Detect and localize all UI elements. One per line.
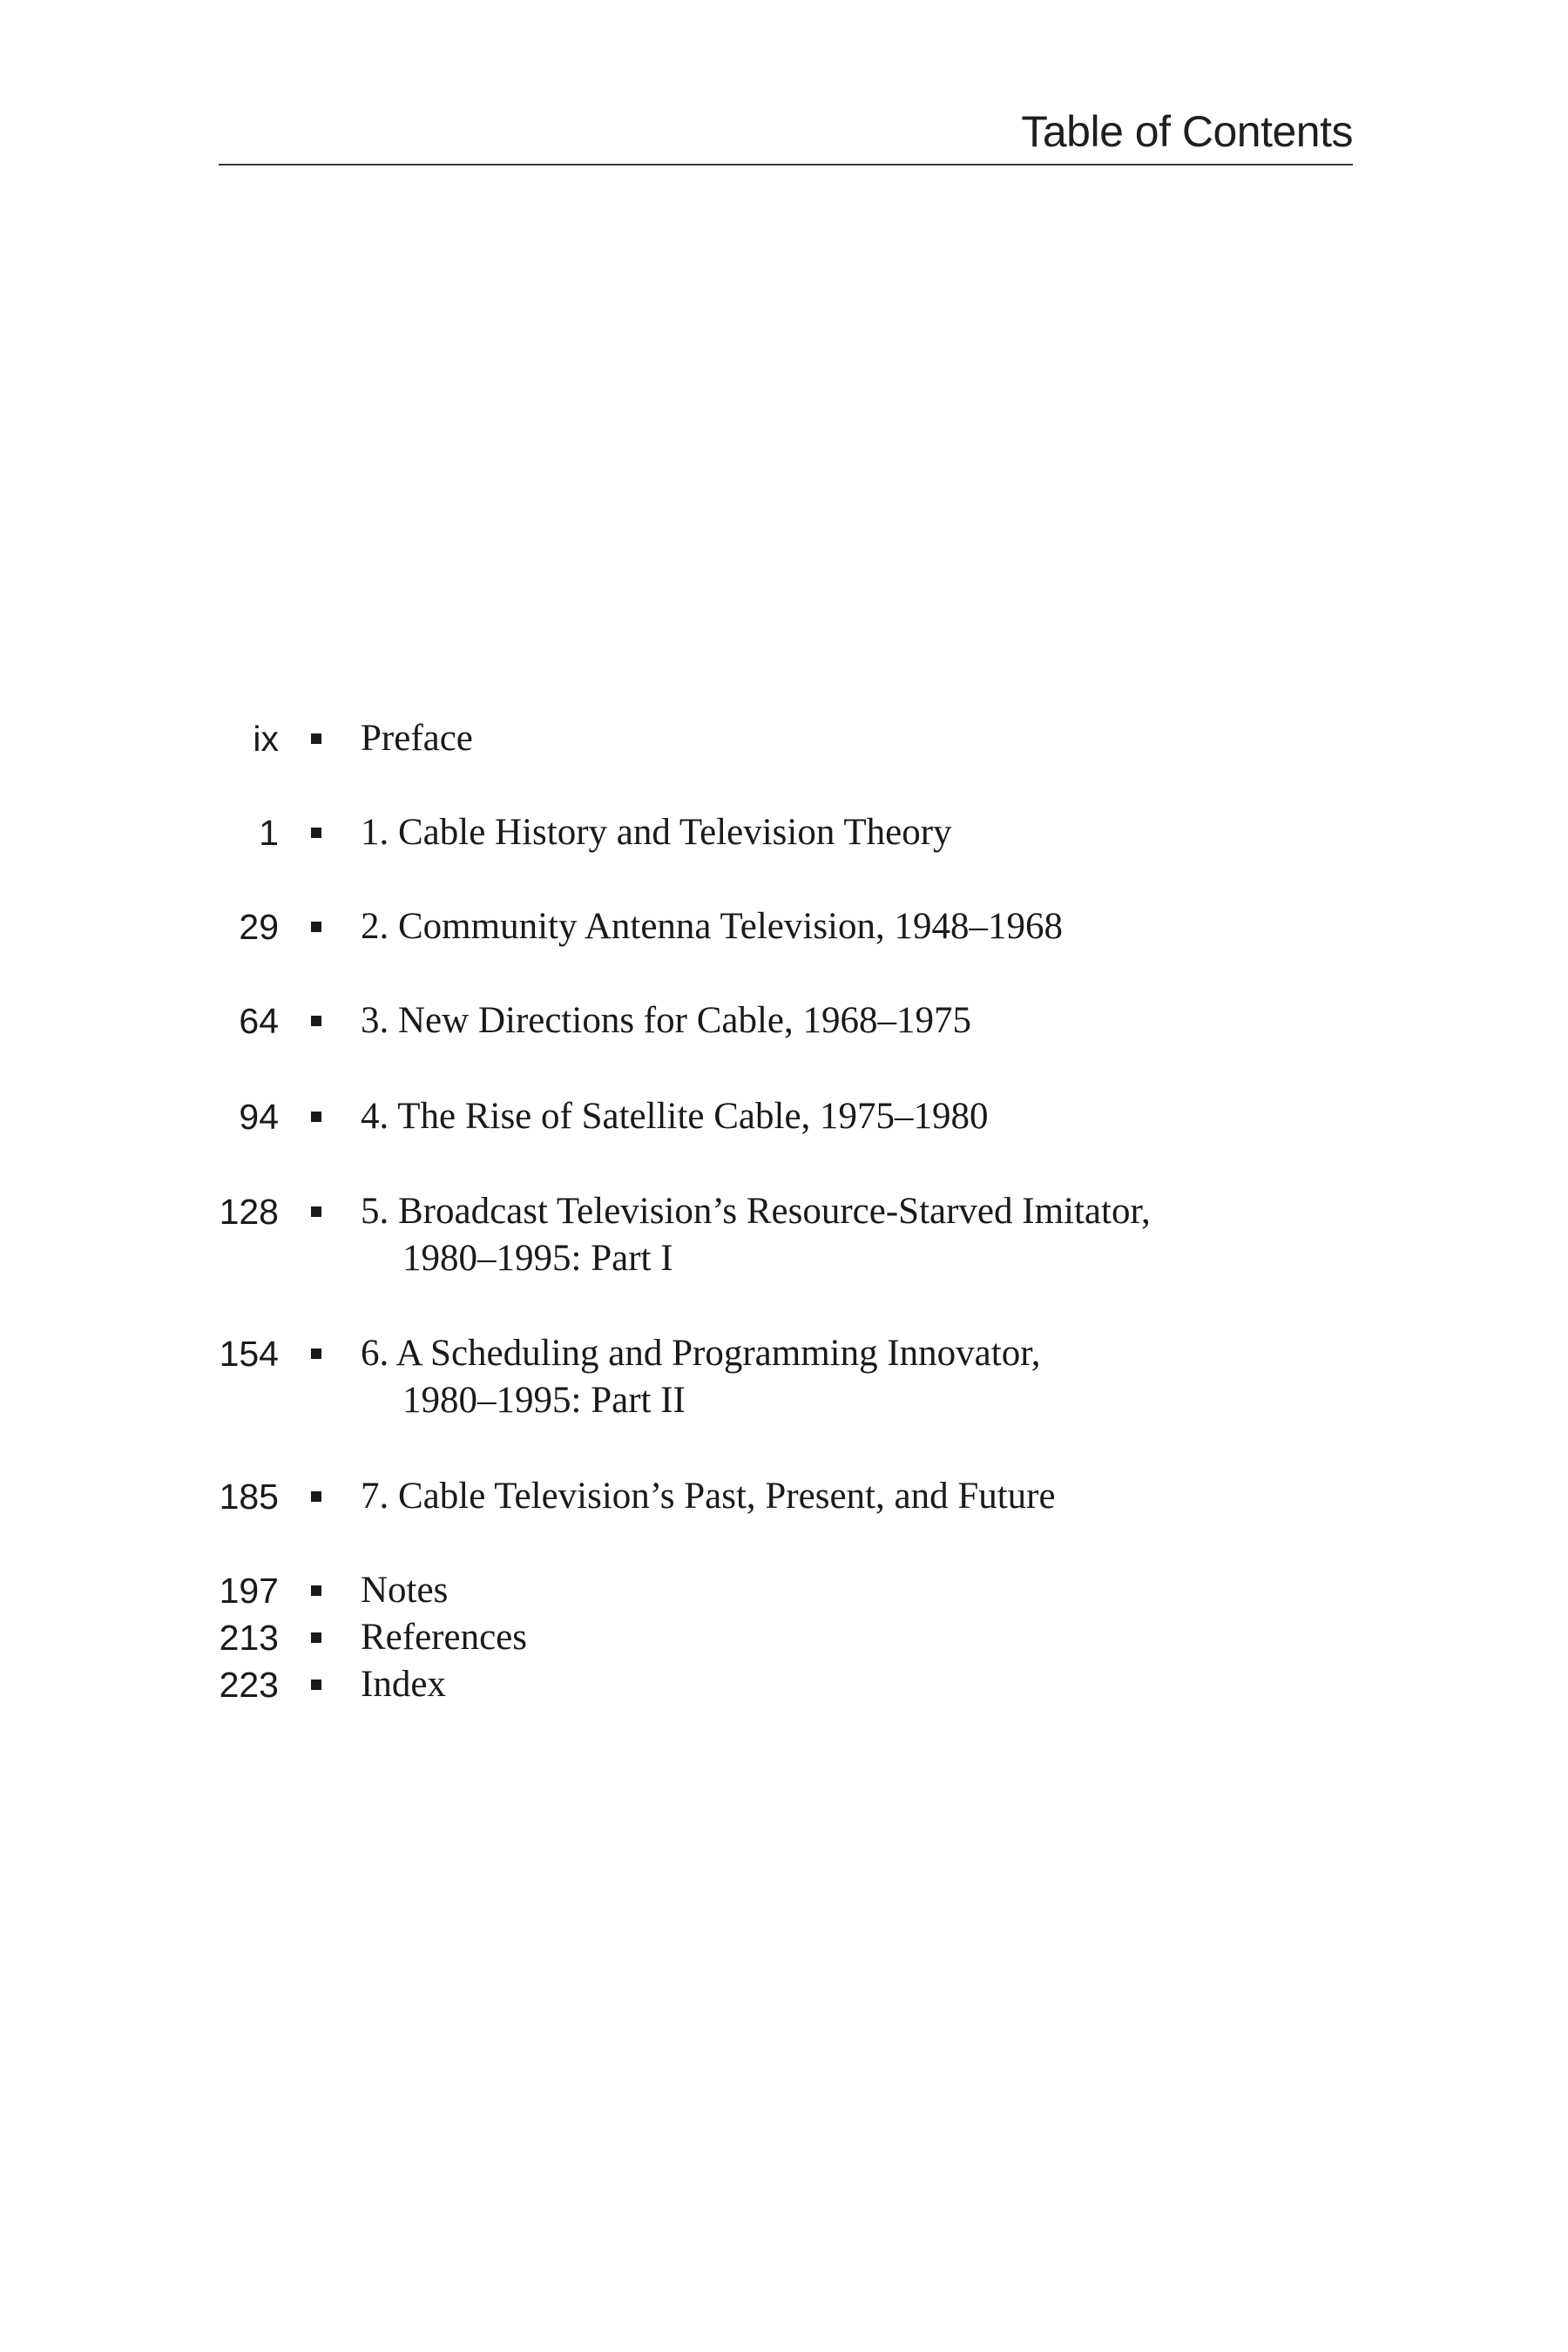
toc-page-number: 197 <box>219 1571 279 1611</box>
toc-page-number: 94 <box>239 1097 279 1137</box>
bullet-icon <box>311 733 321 744</box>
toc-entry-title-line-2: 1980–1995: Part I <box>402 1238 673 1279</box>
toc-entry-title-line-1: 6. A Scheduling and Programming Innovator, <box>361 1333 1041 1374</box>
toc-page-number: 1 <box>259 813 279 853</box>
bullet-icon <box>311 1632 321 1643</box>
toc-page-number: 154 <box>219 1334 279 1374</box>
toc-entry-title: 2. Community Antenna Television, 1948–1968 <box>361 906 1063 947</box>
toc-page-number: 64 <box>239 1001 279 1041</box>
bullet-icon <box>311 1112 321 1122</box>
toc-entry-title: 7. Cable Television’s Past, Present, and Future <box>361 1476 1056 1517</box>
bullet-icon <box>311 1585 321 1596</box>
bullet-icon <box>311 828 321 838</box>
toc-entry-title-line-1: 5. Broadcast Television’s Resource-Starved Imitator, <box>361 1191 1151 1232</box>
bullet-icon <box>311 1016 321 1026</box>
toc-entry-title: Notes <box>361 1570 449 1611</box>
toc-page-number: 185 <box>219 1477 279 1517</box>
toc-entry-title: Preface <box>361 718 473 759</box>
toc-page-number: 223 <box>219 1665 279 1705</box>
bullet-icon <box>311 1348 321 1359</box>
toc-entry-title: 4. The Rise of Satellite Cable, 1975–1980 <box>361 1096 989 1137</box>
toc-page-number: 128 <box>219 1192 279 1232</box>
toc-entry-title: References <box>361 1617 527 1658</box>
bullet-icon <box>311 1680 321 1690</box>
toc-entry-title-line-2: 1980–1995: Part II <box>402 1380 686 1421</box>
toc-page-number: 29 <box>239 907 279 947</box>
toc-entry-title: Index <box>361 1664 446 1705</box>
toc-entry-title <box>361 1330 1319 1424</box>
bullet-icon <box>311 1491 321 1502</box>
toc-page-number: 213 <box>219 1618 279 1658</box>
toc-entry-title: 1. Cable History and Television Theory <box>361 812 952 853</box>
toc-page-number: ix <box>253 719 279 759</box>
bullet-icon <box>311 1206 321 1217</box>
bullet-icon <box>311 922 321 932</box>
toc-entry-title <box>361 1188 1319 1282</box>
toc-entry-title: 3. New Directions for Cable, 1968–1975 <box>361 1000 971 1041</box>
running-title: Table of Contents <box>1021 107 1353 156</box>
